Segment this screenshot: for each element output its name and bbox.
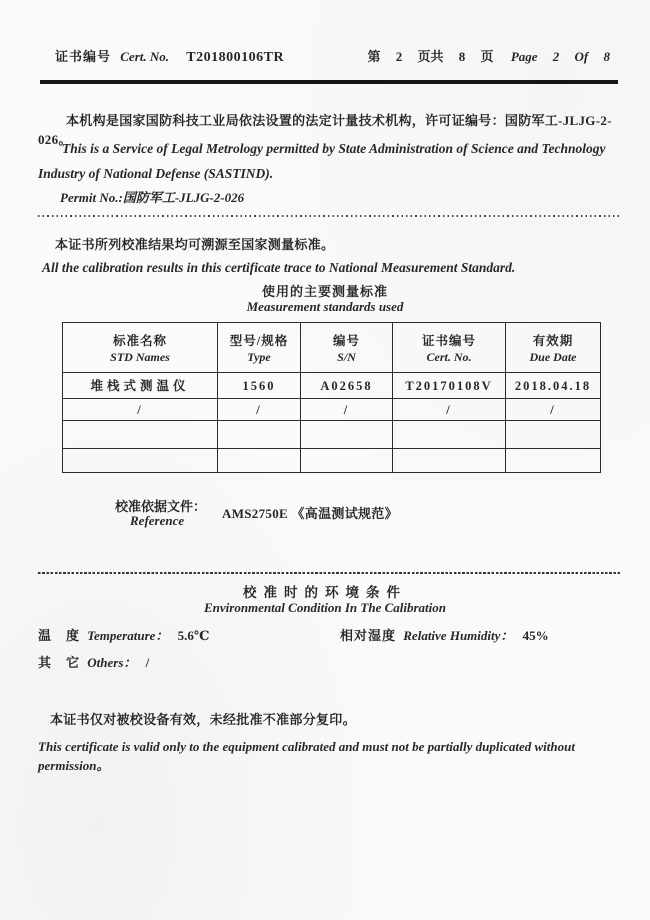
- environment-title-en: Environmental Condition In The Calibration: [203, 600, 446, 615]
- cell-cert-no: T20170108V: [405, 378, 493, 393]
- table-row: [63, 373, 601, 399]
- validity-statement-zh: 本证书仅对被校设备有效，未经批准不准部分复印。: [50, 712, 356, 727]
- others-label-zh: 其 它: [38, 655, 81, 670]
- temperature-label-zh: 温 度: [38, 628, 81, 643]
- table-row: [63, 399, 601, 421]
- col-header-std-names: [63, 323, 218, 373]
- dense-dotted-separator: [38, 572, 622, 574]
- reference-value: AMS2750E 《高温测试规范》: [222, 506, 398, 521]
- col-header-en: STD Names: [110, 349, 170, 364]
- humidity-line: [340, 625, 549, 644]
- temperature-line: [38, 625, 209, 644]
- page-word-yegong: 页共: [417, 49, 444, 64]
- table-row: [63, 449, 601, 473]
- reference-label-zh: 校准依据文件：: [115, 499, 207, 514]
- cell-type: 1560: [242, 378, 276, 393]
- col-header-en: Type: [247, 349, 271, 364]
- measurement-standards-table: [62, 322, 601, 473]
- header-cert-number: [55, 46, 284, 66]
- col-header-zh: 标准名称: [112, 333, 167, 348]
- traceability-statement-en: All the calibration results in this certificate trace to National Measurement Standard.: [42, 260, 516, 275]
- col-header-serial: [301, 323, 393, 373]
- humidity-label-zh: 相对湿度: [340, 628, 397, 643]
- header-page-number: [368, 46, 622, 65]
- header-rule: [40, 80, 618, 84]
- cert-number-value: T201800106TR: [186, 50, 285, 65]
- page-en-of: Of: [574, 49, 589, 64]
- others-label-en: Others：: [87, 655, 137, 670]
- page-en-label: Page: [510, 49, 538, 64]
- reference-label-en: Reference: [130, 513, 185, 528]
- others-line: [38, 652, 149, 671]
- page-en-total: 8: [603, 49, 610, 64]
- col-header-cert-no: [393, 323, 506, 373]
- cell-std-name: 堆栈式测温仪: [90, 379, 190, 393]
- validity-statement-en: This certificate is valid only to the equipment calibrated and must not be partially duplicated without permission。: [38, 739, 575, 773]
- col-header-zh: 型号/规格: [229, 333, 289, 348]
- dotted-separator: [38, 215, 622, 217]
- temperature-label-en: Temperature：: [87, 628, 169, 643]
- page-current: 2: [395, 49, 403, 64]
- cell-due-date: /: [550, 402, 556, 417]
- cell-cert-no: /: [446, 402, 452, 417]
- col-header-type: [218, 323, 301, 373]
- humidity-value: 45%: [522, 628, 549, 643]
- cell-due-date: 2018.04.18: [514, 378, 592, 393]
- environment-title-zh: 校准时的环境条件: [243, 585, 407, 600]
- col-header-zh: 有效期: [532, 333, 574, 348]
- cell-serial: /: [343, 402, 350, 417]
- others-value: /: [145, 655, 150, 670]
- page-en-current: 2: [552, 49, 560, 64]
- intro-paragraph-en: This is a Service of Legal Metrology permitted by State Administration of Science and Technology Industry of National Defense (SASTIND).: [38, 141, 606, 181]
- col-header-due-date: [506, 323, 601, 373]
- col-header-en: S/N: [337, 349, 356, 364]
- page-word-di: 第: [367, 49, 381, 64]
- col-header-zh: 证书编号: [421, 333, 476, 348]
- cert-label-zh: 证书编号: [55, 49, 112, 64]
- cell-std-name: /: [137, 402, 143, 417]
- permit-number-line: Permit No.:国防军工-JLJG-2-026: [60, 190, 245, 205]
- cert-label-en: Cert. No.: [120, 49, 170, 64]
- humidity-label-en: Relative Humidity：: [403, 628, 514, 643]
- table-header-row: [63, 323, 601, 373]
- col-header-en: Cert. No.: [426, 349, 472, 364]
- cell-type: /: [256, 402, 262, 417]
- col-header-en: Due Date: [529, 349, 577, 364]
- cell-serial: A02658: [320, 378, 373, 393]
- traceability-statement-zh: 本证书所列校准结果均可溯源至国家测量标准。: [55, 237, 335, 252]
- standards-title-zh: 使用的主要测量标准: [261, 284, 388, 299]
- table-row: [63, 421, 601, 449]
- page-total: 8: [458, 49, 466, 64]
- col-header-zh: 编号: [332, 333, 360, 348]
- page-word-ye: 页: [480, 49, 494, 64]
- temperature-value: 5.6℃: [177, 628, 210, 643]
- intro-paragraph-zh: 本机构是国家国防科技工业局依法设置的法定计量技术机构，许可证编号：国防军工-JLJG-2-026。: [38, 113, 612, 147]
- standards-title-en: Measurement standards used: [246, 299, 404, 314]
